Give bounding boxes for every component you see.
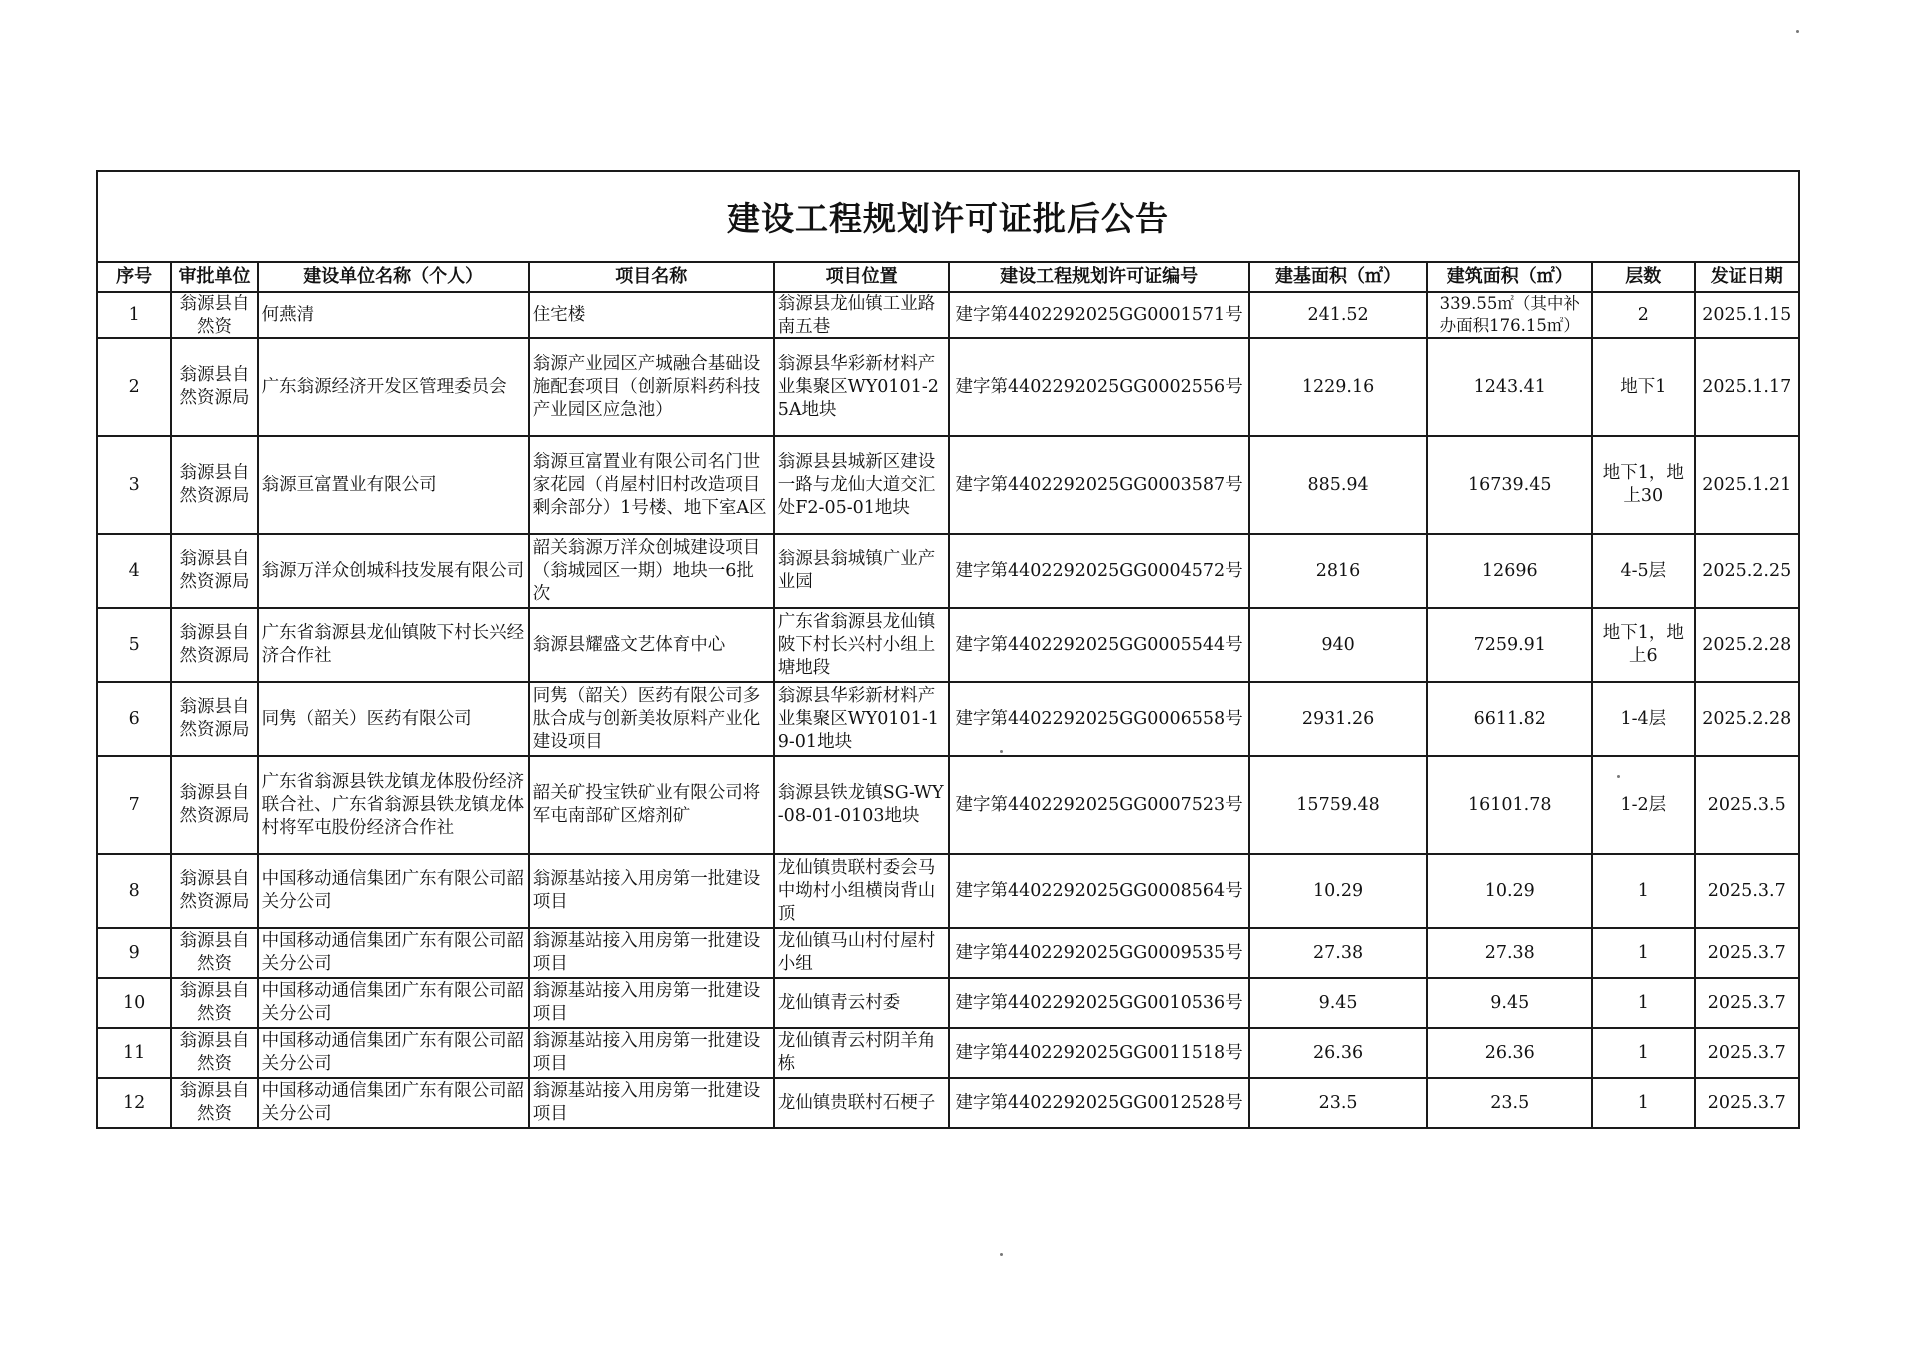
row-floors-text: 1 xyxy=(1637,1092,1649,1113)
header-row xyxy=(97,262,1799,292)
row-project xyxy=(529,928,774,978)
row-unit-text: 翁源万洋众创城科技发展有限公司 xyxy=(261,560,525,581)
col-header-no: 序号 xyxy=(97,262,171,292)
row-floors-text: 地下1 xyxy=(1620,376,1667,397)
row-unit xyxy=(258,292,529,338)
row-floor-area-text: 339.55㎡（其中补办面积176.15㎡） xyxy=(1439,294,1580,335)
row-permit-text: 建字第4402292025GG0007523号 xyxy=(955,794,1243,815)
table-row xyxy=(97,292,1799,338)
row-location-text: 翁源县县城新区建设一路与龙仙大道交汇处F2-05-01地块 xyxy=(777,451,936,518)
row-location-text: 翁源县华彩新材料产业集聚区WY0101-19-01地块 xyxy=(777,685,939,752)
row-base-area-text: 15759.48 xyxy=(1296,794,1380,815)
row-date xyxy=(1695,854,1800,928)
row-number-text: 5 xyxy=(128,634,140,655)
row-floor-area xyxy=(1427,338,1592,436)
row-permit-text: 建字第4402292025GG0008564号 xyxy=(955,880,1243,901)
row-number xyxy=(97,338,171,436)
row-location xyxy=(774,338,950,436)
row-location xyxy=(774,1028,950,1078)
row-date xyxy=(1695,608,1800,682)
row-floors-text: 1-4层 xyxy=(1620,708,1667,729)
row-location-text: 龙仙镇贵联村石梗子 xyxy=(777,1092,936,1113)
row-location-text: 翁源县翁城镇广业产业园 xyxy=(777,549,936,592)
row-unit xyxy=(258,608,529,682)
row-floors-text: 1 xyxy=(1637,992,1649,1013)
row-project-text: 翁源基站接入用房第一批建设项目 xyxy=(532,1081,761,1124)
table-row xyxy=(97,854,1799,928)
row-project-text: 翁源产业园区产城融合基础设施配套项目（创新原料药科技产业园区应急池） xyxy=(532,353,761,420)
row-date-text: 2025.2.28 xyxy=(1702,634,1792,655)
row-unit-text: 中国移动通信集团广东有限公司韶关分公司 xyxy=(261,931,525,974)
row-number xyxy=(97,436,171,534)
row-permit xyxy=(949,1028,1248,1078)
row-floor-area-text: 16101.78 xyxy=(1468,794,1552,815)
col-header-floor-area: 建筑面积（㎡） xyxy=(1427,262,1592,292)
row-authority xyxy=(171,978,257,1028)
row-location xyxy=(774,534,950,608)
row-floor-area xyxy=(1427,928,1592,978)
row-project-text: 住宅楼 xyxy=(532,304,586,325)
row-floor-area-text: 1243.41 xyxy=(1473,376,1546,397)
row-authority xyxy=(171,534,257,608)
row-floor-area xyxy=(1427,682,1592,756)
row-floors xyxy=(1592,338,1694,436)
row-permit-text: 建字第4402292025GG0001571号 xyxy=(955,304,1243,325)
row-floors xyxy=(1592,682,1694,756)
row-project xyxy=(529,534,774,608)
row-base-area xyxy=(1249,436,1428,534)
row-permit-text: 建字第4402292025GG0006558号 xyxy=(955,708,1243,729)
row-permit-text: 建字第4402292025GG0002556号 xyxy=(955,376,1243,397)
row-authority-text: 翁源县自然资 xyxy=(179,1081,250,1124)
row-number xyxy=(97,854,171,928)
row-permit xyxy=(949,978,1248,1028)
row-number xyxy=(97,608,171,682)
row-base-area xyxy=(1249,682,1428,756)
col-header-floors: 层数 xyxy=(1592,262,1694,292)
row-date-text: 2025.2.28 xyxy=(1702,708,1792,729)
col-header-permit: 建设工程规划许可证编号 xyxy=(949,262,1248,292)
row-base-area-text: 885.94 xyxy=(1307,474,1369,495)
row-floor-area xyxy=(1427,436,1592,534)
col-header-authority: 审批单位 xyxy=(171,262,257,292)
scan-speck xyxy=(1000,1253,1003,1256)
table-row xyxy=(97,1078,1799,1128)
row-base-area-text: 241.52 xyxy=(1307,304,1369,325)
row-floors-text: 1 xyxy=(1637,880,1649,901)
row-project xyxy=(529,1078,774,1128)
row-base-area xyxy=(1249,338,1428,436)
row-floor-area xyxy=(1427,608,1592,682)
scan-speck xyxy=(1617,775,1620,778)
row-permit xyxy=(949,292,1248,338)
row-unit-text: 广东省翁源县铁龙镇龙体股份经济联合社、广东省翁源县铁龙镇龙体村将军屯股份经济合作社 xyxy=(261,771,525,838)
row-date-text: 2025.1.21 xyxy=(1702,474,1792,495)
row-permit xyxy=(949,436,1248,534)
row-unit xyxy=(258,928,529,978)
row-permit xyxy=(949,534,1248,608)
row-unit xyxy=(258,978,529,1028)
row-unit-text: 广东翁源经济开发区管理委员会 xyxy=(261,376,507,397)
row-floor-area-text: 26.36 xyxy=(1484,1042,1535,1063)
row-floor-area-text: 16739.45 xyxy=(1468,474,1552,495)
row-project xyxy=(529,978,774,1028)
row-base-area xyxy=(1249,1028,1428,1078)
table-row xyxy=(97,1028,1799,1078)
row-floor-area xyxy=(1427,978,1592,1028)
row-number-text: 7 xyxy=(128,794,140,815)
row-unit-text: 同隽（韶关）医药有限公司 xyxy=(261,708,472,729)
row-date-text: 2025.3.7 xyxy=(1707,1042,1786,1063)
row-number xyxy=(97,292,171,338)
row-number xyxy=(97,1028,171,1078)
row-location xyxy=(774,978,950,1028)
row-date xyxy=(1695,292,1800,338)
row-number-text: 3 xyxy=(128,474,140,495)
row-location xyxy=(774,928,950,978)
row-location xyxy=(774,436,950,534)
row-unit-text: 中国移动通信集团广东有限公司韶关分公司 xyxy=(261,869,525,912)
row-project xyxy=(529,682,774,756)
row-date xyxy=(1695,978,1800,1028)
row-authority-text: 翁源县自然资 xyxy=(179,294,250,337)
row-authority xyxy=(171,1078,257,1128)
row-date xyxy=(1695,928,1800,978)
row-date-text: 2025.3.5 xyxy=(1707,794,1786,815)
row-authority xyxy=(171,682,257,756)
row-floor-area xyxy=(1427,534,1592,608)
row-authority xyxy=(171,854,257,928)
row-project-text: 翁源基站接入用房第一批建设项目 xyxy=(532,1031,761,1074)
row-floors-text: 1 xyxy=(1637,1042,1649,1063)
row-floors xyxy=(1592,756,1694,854)
permit-announcement-table xyxy=(96,170,1800,1129)
row-date-text: 2025.3.7 xyxy=(1707,880,1786,901)
row-unit xyxy=(258,436,529,534)
row-floor-area xyxy=(1427,854,1592,928)
row-location-text: 翁源县华彩新材料产业集聚区WY0101-25A地块 xyxy=(777,353,939,420)
row-number-text: 6 xyxy=(128,708,140,729)
row-number xyxy=(97,978,171,1028)
row-authority xyxy=(171,608,257,682)
row-location-text: 翁源县龙仙镇工业路南五巷 xyxy=(777,294,936,337)
table-row xyxy=(97,436,1799,534)
row-authority xyxy=(171,292,257,338)
row-permit-text: 建字第4402292025GG0012528号 xyxy=(955,1092,1243,1113)
row-permit xyxy=(949,682,1248,756)
row-base-area xyxy=(1249,292,1428,338)
row-permit-text: 建字第4402292025GG0009535号 xyxy=(955,942,1243,963)
row-date-text: 2025.3.7 xyxy=(1707,992,1786,1013)
row-base-area xyxy=(1249,534,1428,608)
row-permit xyxy=(949,928,1248,978)
row-authority xyxy=(171,338,257,436)
row-date-text: 2025.1.15 xyxy=(1702,304,1792,325)
row-authority-text: 翁源县自然资源局 xyxy=(179,623,250,666)
row-project xyxy=(529,436,774,534)
row-authority-text: 翁源县自然资源局 xyxy=(179,365,250,408)
row-permit-text: 建字第4402292025GG0011518号 xyxy=(955,1042,1243,1063)
row-unit-text: 广东省翁源县龙仙镇陂下村长兴经济合作社 xyxy=(261,623,525,666)
row-unit xyxy=(258,1078,529,1128)
row-permit xyxy=(949,608,1248,682)
row-floors xyxy=(1592,436,1694,534)
row-number-text: 2 xyxy=(128,376,140,397)
row-floors-text: 4-5层 xyxy=(1620,560,1667,581)
row-project-text: 韶关翁源万洋众创城建设项目（翁城园区一期）地块一6批次 xyxy=(532,537,761,604)
table-row xyxy=(97,682,1799,756)
row-floors xyxy=(1592,1078,1694,1128)
row-number xyxy=(97,682,171,756)
row-number xyxy=(97,756,171,854)
col-header-date: 发证日期 xyxy=(1695,262,1800,292)
row-project-text: 翁源县耀盛文艺体育中心 xyxy=(532,634,726,655)
row-location xyxy=(774,682,950,756)
row-base-area xyxy=(1249,854,1428,928)
row-authority-text: 翁源县自然资源局 xyxy=(179,869,250,912)
table-row xyxy=(97,608,1799,682)
row-unit-text: 翁源亘富置业有限公司 xyxy=(261,474,437,495)
row-project-text: 韶关矿投宝铁矿业有限公司将军屯南部矿区熔剂矿 xyxy=(532,783,761,826)
row-unit xyxy=(258,756,529,854)
row-floors xyxy=(1592,292,1694,338)
row-floors xyxy=(1592,854,1694,928)
row-floor-area xyxy=(1427,292,1592,338)
row-location xyxy=(774,756,950,854)
row-base-area-text: 26.36 xyxy=(1313,1042,1364,1063)
row-project xyxy=(529,338,774,436)
row-base-area xyxy=(1249,608,1428,682)
row-base-area-text: 9.45 xyxy=(1318,992,1358,1013)
row-floor-area-text: 10.29 xyxy=(1484,880,1535,901)
row-location xyxy=(774,1078,950,1128)
row-number-text: 4 xyxy=(128,560,140,581)
row-location-text: 龙仙镇贵联村委会马中坳村小组横岗背山顶 xyxy=(777,857,936,924)
row-floor-area-text: 12696 xyxy=(1481,560,1538,581)
row-base-area-text: 27.38 xyxy=(1313,942,1364,963)
row-base-area xyxy=(1249,1078,1428,1128)
row-permit xyxy=(949,756,1248,854)
row-location xyxy=(774,292,950,338)
row-project-text: 翁源基站接入用房第一批建设项目 xyxy=(532,869,761,912)
row-location-text: 龙仙镇青云村委 xyxy=(777,992,901,1013)
table-row xyxy=(97,338,1799,436)
row-base-area xyxy=(1249,756,1428,854)
row-authority xyxy=(171,436,257,534)
row-unit xyxy=(258,338,529,436)
row-authority-text: 翁源县自然资源局 xyxy=(179,697,250,740)
row-project xyxy=(529,854,774,928)
row-base-area xyxy=(1249,928,1428,978)
row-unit-text: 何燕清 xyxy=(261,304,315,325)
scan-speck xyxy=(1796,30,1799,33)
row-permit xyxy=(949,1078,1248,1128)
row-floors-text: 地下1，地上6 xyxy=(1602,623,1684,666)
row-location xyxy=(774,854,950,928)
row-date-text: 2025.3.7 xyxy=(1707,942,1786,963)
row-floors xyxy=(1592,1028,1694,1078)
table-row xyxy=(97,978,1799,1028)
row-project-text: 同隽（韶关）医药有限公司多肽合成与创新美妆原料产业化建设项目 xyxy=(532,685,761,752)
row-authority xyxy=(171,928,257,978)
row-location-text: 龙仙镇马山村付屋村小组 xyxy=(777,931,936,974)
row-date xyxy=(1695,1078,1800,1128)
row-base-area-text: 2931.26 xyxy=(1301,708,1375,729)
row-floors xyxy=(1592,928,1694,978)
row-authority xyxy=(171,1028,257,1078)
row-permit xyxy=(949,338,1248,436)
row-base-area-text: 23.5 xyxy=(1318,1092,1358,1113)
row-base-area xyxy=(1249,978,1428,1028)
table-row xyxy=(97,534,1799,608)
row-unit xyxy=(258,1028,529,1078)
row-base-area-text: 1229.16 xyxy=(1301,376,1375,397)
row-date-text: 2025.2.25 xyxy=(1702,560,1792,581)
row-date-text: 2025.3.7 xyxy=(1707,1092,1786,1113)
row-authority-text: 翁源县自然资源局 xyxy=(179,549,250,592)
row-permit-text: 建字第4402292025GG0003587号 xyxy=(955,474,1243,495)
row-floor-area xyxy=(1427,1078,1592,1128)
row-number-text: 9 xyxy=(128,942,140,963)
row-floors xyxy=(1592,534,1694,608)
row-floors xyxy=(1592,608,1694,682)
row-authority-text: 翁源县自然资 xyxy=(179,931,250,974)
row-date xyxy=(1695,436,1800,534)
row-date xyxy=(1695,682,1800,756)
row-unit xyxy=(258,534,529,608)
col-header-unit: 建设单位名称（个人） xyxy=(258,262,529,292)
row-unit xyxy=(258,682,529,756)
col-header-project: 项目名称 xyxy=(529,262,774,292)
row-base-area-text: 940 xyxy=(1321,634,1355,655)
row-base-area-text: 10.29 xyxy=(1313,880,1364,901)
row-floors-text: 1 xyxy=(1637,942,1649,963)
row-project-text: 翁源亘富置业有限公司名门世家花园（肖屋村旧村改造项目剩余部分）1号楼、地下室A区 xyxy=(532,451,767,518)
row-number-text: 1 xyxy=(128,304,140,325)
row-permit-text: 建字第4402292025GG0005544号 xyxy=(955,634,1243,655)
row-authority-text: 翁源县自然资源局 xyxy=(179,463,250,506)
row-unit-text: 中国移动通信集团广东有限公司韶关分公司 xyxy=(261,1031,525,1074)
row-number-text: 11 xyxy=(123,1042,146,1063)
row-location xyxy=(774,608,950,682)
row-base-area-text: 2816 xyxy=(1315,560,1361,581)
row-number xyxy=(97,534,171,608)
row-floors-text: 地下1，地上30 xyxy=(1602,463,1684,506)
row-permit xyxy=(949,854,1248,928)
row-project xyxy=(529,292,774,338)
col-header-location: 项目位置 xyxy=(774,262,950,292)
scan-speck xyxy=(1000,750,1003,753)
row-project xyxy=(529,608,774,682)
row-authority-text: 翁源县自然资源局 xyxy=(179,783,250,826)
row-permit-text: 建字第4402292025GG0004572号 xyxy=(955,560,1243,581)
col-header-base-area: 建基面积（㎡） xyxy=(1249,262,1428,292)
row-number xyxy=(97,928,171,978)
row-number-text: 10 xyxy=(123,992,146,1013)
row-number-text: 8 xyxy=(128,880,140,901)
row-project xyxy=(529,1028,774,1078)
row-floors xyxy=(1592,978,1694,1028)
row-date xyxy=(1695,756,1800,854)
row-location-text: 龙仙镇青云村阴羊角栋 xyxy=(777,1031,936,1074)
row-date-text: 2025.1.17 xyxy=(1702,376,1792,397)
row-number xyxy=(97,1078,171,1128)
row-floor-area xyxy=(1427,756,1592,854)
row-floors-text: 1-2层 xyxy=(1620,794,1667,815)
row-floor-area-text: 27.38 xyxy=(1484,942,1535,963)
row-authority-text: 翁源县自然资 xyxy=(179,981,250,1024)
row-unit-text: 中国移动通信集团广东有限公司韶关分公司 xyxy=(261,1081,525,1124)
row-authority-text: 翁源县自然资 xyxy=(179,1031,250,1074)
row-floor-area-text: 23.5 xyxy=(1490,1092,1530,1113)
row-project-text: 翁源基站接入用房第一批建设项目 xyxy=(532,981,761,1024)
row-floor-area xyxy=(1427,1028,1592,1078)
table-row xyxy=(97,756,1799,854)
document-title: 建设工程规划许可证批后公告 xyxy=(97,171,1799,262)
row-project xyxy=(529,756,774,854)
row-unit xyxy=(258,854,529,928)
row-number-text: 12 xyxy=(123,1092,146,1113)
row-date xyxy=(1695,1028,1800,1078)
table-row xyxy=(97,928,1799,978)
row-date xyxy=(1695,534,1800,608)
row-date xyxy=(1695,338,1800,436)
row-authority xyxy=(171,756,257,854)
row-floor-area-text: 6611.82 xyxy=(1473,708,1546,729)
row-floors-text: 2 xyxy=(1637,304,1649,325)
row-floor-area-text: 9.45 xyxy=(1490,992,1530,1013)
row-floor-area-text: 7259.91 xyxy=(1473,634,1546,655)
row-location-text: 翁源县铁龙镇SG-WY-08-01-0103地块 xyxy=(777,783,944,826)
row-unit-text: 中国移动通信集团广东有限公司韶关分公司 xyxy=(261,981,525,1024)
row-permit-text: 建字第4402292025GG0010536号 xyxy=(955,992,1243,1013)
row-location-text: 广东省翁源县龙仙镇陂下村长兴村小组上塘地段 xyxy=(777,611,936,678)
row-project-text: 翁源基站接入用房第一批建设项目 xyxy=(532,931,761,974)
